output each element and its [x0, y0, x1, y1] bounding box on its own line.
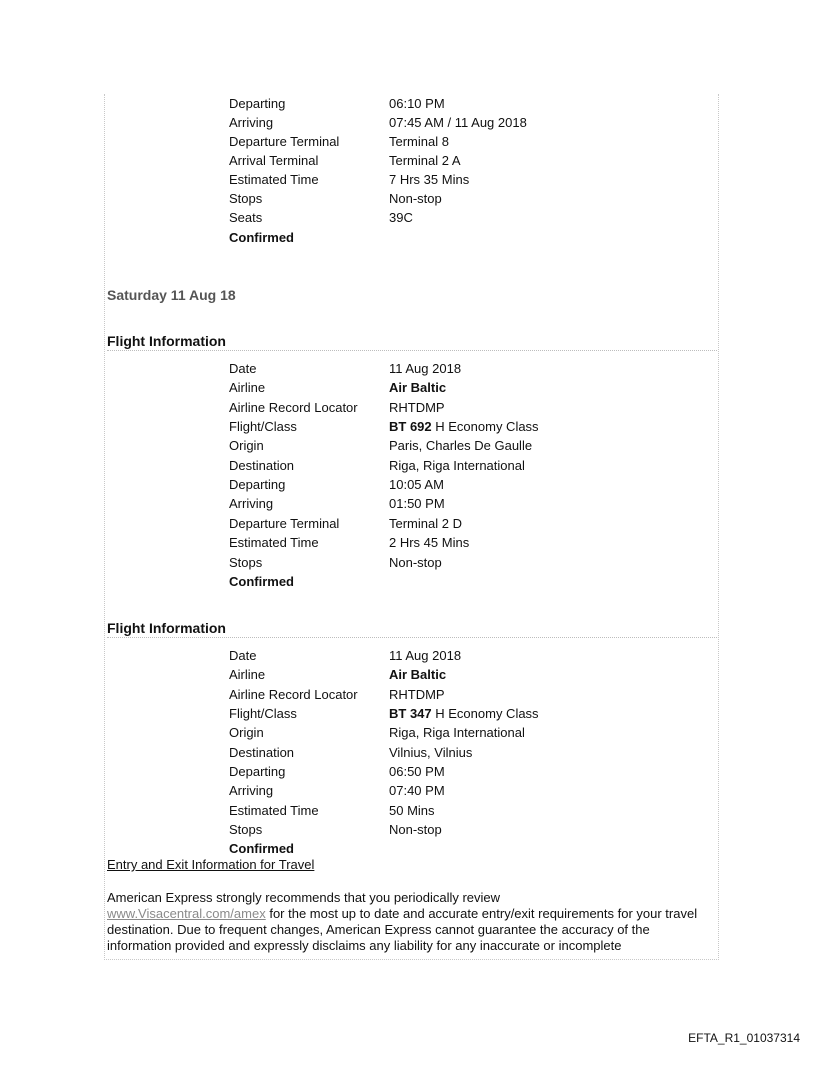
record-locator-label: Airline Record Locator [229, 400, 358, 415]
origin-label: Origin [229, 438, 264, 453]
destination-label: Destination [229, 458, 295, 473]
detail-label: Stops [229, 191, 263, 206]
arriving-value: 07:40 PM [389, 783, 445, 798]
stops-label: Stops [229, 555, 263, 570]
departing-value: 06:50 PM [389, 764, 445, 779]
stops-value: Non-stop [389, 822, 442, 837]
detail-label: Arriving [229, 115, 274, 130]
arriving-label: Arriving [229, 783, 274, 798]
flight-number: BT 692 [389, 419, 432, 434]
arriving-value: 01:50 PM [389, 496, 445, 511]
departing-label: Departing [229, 764, 286, 779]
date-label: Date [229, 361, 257, 376]
detail-label: Estimated Time [229, 172, 319, 187]
estimated-time-value: 50 Mins [389, 803, 435, 818]
detail-label: Departure Terminal [229, 134, 340, 149]
destination-value: Vilnius, Vilnius [389, 745, 473, 760]
paragraph-text-start: American Express strongly recommends that you periodically review [107, 890, 501, 905]
flight-class-value [389, 705, 539, 723]
status-confirmed: Confirmed [229, 574, 294, 589]
departing-label: Departing [229, 477, 286, 492]
record-locator-value: RHTDMP [389, 687, 445, 702]
stops-value: Non-stop [389, 555, 442, 570]
detail-value: 06:10 PM [389, 96, 445, 111]
destination-value: Riga, Riga International [389, 458, 525, 473]
destination-label: Destination [229, 745, 295, 760]
flight-class-value [389, 418, 539, 436]
detail-label: Seats [229, 210, 263, 225]
departing-value: 10:05 AM [389, 477, 444, 492]
cabin-class: H Economy Class [431, 419, 539, 434]
detail-value: Terminal 8 [389, 134, 449, 149]
date-value: 11 Aug 2018 [389, 648, 462, 663]
departure-terminal-label: Departure Terminal [229, 516, 340, 531]
detail-label: Arrival Terminal [229, 153, 319, 168]
estimated-time-value: 2 Hrs 45 Mins [389, 535, 470, 550]
airline-value: Air Baltic [389, 380, 447, 395]
document-id: EFTA_R1_01037314 [688, 1031, 800, 1045]
date-label: Date [229, 648, 257, 663]
detail-value: 39C [389, 210, 413, 225]
arriving-label: Arriving [229, 496, 274, 511]
record-locator-value: RHTDMP [389, 400, 445, 415]
detail-value: Non-stop [389, 191, 442, 206]
record-locator-label: Airline Record Locator [229, 687, 358, 702]
day-heading: Saturday 11 Aug 18 [107, 287, 236, 303]
paragraph-text-end: for the most up to date and accurate entry/exit requirements for your travel destination. Due to frequent changes, American Express cannot guarantee the accuracy of the information provided and expressly disclaims any liability for any inaccurate or incomplete [107, 906, 698, 953]
flight-information-heading: Flight Information [107, 333, 717, 351]
status-confirmed: Confirmed [229, 841, 294, 856]
estimated-time-label: Estimated Time [229, 803, 319, 818]
flight-information-heading: Flight Information [107, 620, 717, 638]
detail-value: 7 Hrs 35 Mins [389, 172, 470, 187]
flight-class-label: Flight/Class [229, 706, 297, 721]
cabin-class: H Economy Class [431, 706, 539, 721]
airline-label: Airline [229, 380, 266, 395]
departure-terminal-value: Terminal 2 D [389, 516, 462, 531]
entry-exit-title: Entry and Exit Information for Travel [107, 857, 315, 872]
airline-label: Airline [229, 667, 266, 682]
flight-number: BT 347 [389, 706, 432, 721]
estimated-time-label: Estimated Time [229, 535, 319, 550]
origin-label: Origin [229, 725, 264, 740]
detail-value: 07:45 AM / 11 Aug 2018 [389, 115, 527, 130]
status-confirmed: Confirmed [229, 230, 294, 245]
airline-value: Air Baltic [389, 667, 447, 682]
date-value: 11 Aug 2018 [389, 361, 462, 376]
detail-label: Departing [229, 96, 286, 111]
entry-exit-paragraph [107, 890, 717, 954]
detail-value: Terminal 2 A [389, 153, 461, 168]
stops-label: Stops [229, 822, 263, 837]
origin-value: Paris, Charles De Gaulle [389, 438, 533, 453]
visacentral-link[interactable]: www.Visacentral.com/amex [107, 906, 266, 921]
flight-class-label: Flight/Class [229, 419, 297, 434]
origin-value: Riga, Riga International [389, 725, 525, 740]
